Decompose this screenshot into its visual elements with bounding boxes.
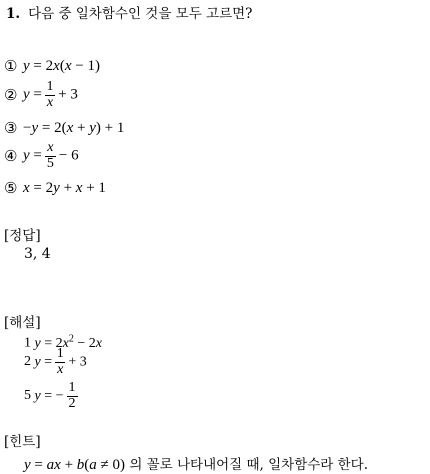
explanation-line-3-expr: y = − $\frac{1}{2}$ bbox=[34, 380, 76, 411]
option-3-mark: ③ bbox=[4, 119, 18, 137]
option-2-mark: ② bbox=[4, 86, 18, 105]
answer-header: [정답] bbox=[4, 228, 41, 244]
option-1-mark: ① bbox=[4, 57, 18, 75]
option-1-expr: y = 2x(x − 1) bbox=[23, 57, 100, 74]
answer-value: 3, 4 bbox=[24, 246, 51, 262]
question-text: 다음 중 일차함수인 것을 모두 고르면? bbox=[28, 6, 253, 22]
option-4-expr: y = $\frac{x}{5}$ − 6 bbox=[23, 140, 79, 171]
option-1[interactable] bbox=[4, 57, 100, 75]
explanation-line-2-label: 2 bbox=[24, 354, 31, 370]
hint-header: [힌트] bbox=[4, 434, 41, 450]
hint-formula: y = ax + b(a ≠ 0) bbox=[24, 457, 126, 473]
option-5-expr: x = 2y + x + 1 bbox=[23, 179, 106, 196]
explanation-line-3 bbox=[24, 381, 81, 411]
question bbox=[6, 2, 252, 22]
explanation-header: [해설] bbox=[4, 315, 41, 331]
option-4-mark: ④ bbox=[4, 147, 18, 166]
option-2-expr: y = $\frac{1}{x}$ + 3 bbox=[23, 79, 78, 110]
explanation-line-1-label: 1 bbox=[24, 335, 31, 351]
option-3[interactable] bbox=[4, 119, 124, 137]
option-2[interactable] bbox=[4, 80, 78, 110]
question-number: 1. bbox=[6, 6, 21, 22]
explanation-line-1-expr: $y = 2x^2 - 2x$ bbox=[34, 333, 102, 351]
option-5-mark: ⑤ bbox=[4, 179, 18, 197]
option-3-expr: −y = 2(x + y) + 1 bbox=[23, 119, 125, 136]
explanation-line-2 bbox=[24, 347, 87, 377]
option-5[interactable] bbox=[4, 179, 106, 197]
hint-text: 의 꼴로 나타내어질 때, 일차함수라 한다. bbox=[129, 457, 369, 473]
explanation-line-2-expr: y = $\frac{1}{x}$ + 3 bbox=[34, 346, 87, 377]
hint-line bbox=[24, 453, 368, 474]
explanation-line-3-label: 5 bbox=[24, 388, 31, 404]
option-4[interactable] bbox=[4, 141, 79, 171]
